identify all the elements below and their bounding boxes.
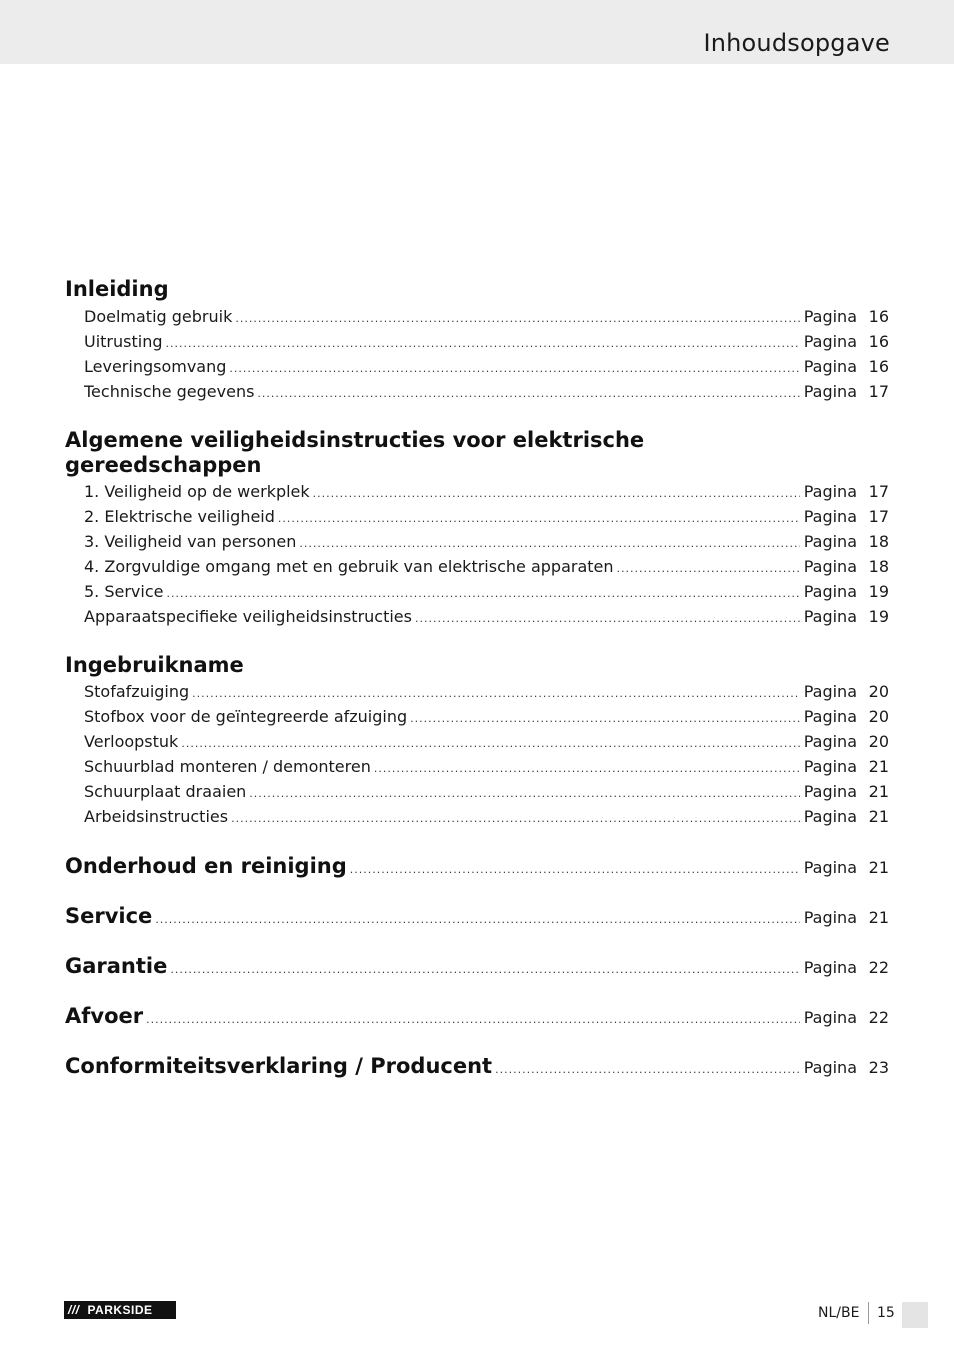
toc-entry-label: Stofbox voor de geïntegreerde afzuiging: [84, 707, 408, 726]
page-word: Pagina: [803, 782, 857, 801]
toc-entry[interactable]: [84, 531, 889, 553]
page-number: 20: [868, 707, 889, 726]
toc-entry-label: Schuurplaat draaien: [84, 782, 247, 801]
page-number: 20: [868, 682, 889, 701]
page-title: Inhoudsopgave: [703, 29, 890, 57]
toc-entry[interactable]: [84, 706, 889, 728]
toc-entry[interactable]: [84, 806, 889, 828]
page-word: Pagina: [803, 1058, 857, 1077]
dot-leader: [299, 533, 799, 555]
dot-leader: [166, 333, 800, 355]
toc-major-label: Garantie: [65, 954, 168, 978]
page-number: 19: [868, 607, 889, 626]
dot-leader: [155, 906, 799, 934]
page-word: Pagina: [803, 732, 857, 751]
page-word: Pagina: [803, 482, 857, 501]
page-word: Pagina: [803, 707, 857, 726]
page-number: 16: [868, 332, 889, 351]
footer-language: NL/BE: [818, 1305, 860, 1321]
dot-leader: [410, 708, 800, 730]
dot-leader: [166, 583, 799, 605]
toc-entry-label: 4. Zorgvuldige omgang met en gebruik van elektrische apparaten: [84, 557, 614, 576]
toc-entry-label: Doelmatig gebruik: [84, 307, 233, 326]
dot-leader: [229, 358, 799, 380]
toc-entry[interactable]: [84, 331, 889, 353]
dot-leader: [415, 608, 800, 630]
page-word: Pagina: [803, 958, 857, 977]
page-number: 17: [868, 482, 889, 501]
page-number: 22: [868, 958, 889, 977]
toc-entry[interactable]: [84, 781, 889, 803]
footer-tab-marker: [902, 1302, 928, 1328]
section-heading-safety-line2: gereedschappen: [65, 453, 262, 477]
page-number: 16: [868, 307, 889, 326]
page-number: 23: [868, 1058, 889, 1077]
dot-leader: [617, 558, 800, 580]
toc-entry-label: Apparaatspecifieke veiligheidsinstructies: [84, 607, 412, 626]
page-word: Pagina: [803, 357, 857, 376]
dot-leader: [350, 856, 800, 884]
page-number: 21: [868, 858, 889, 877]
page-number: 20: [868, 732, 889, 751]
dot-leader: [181, 733, 799, 755]
page-word: Pagina: [803, 757, 857, 776]
page-word: Pagina: [803, 1008, 857, 1027]
header-bar: [0, 0, 954, 64]
toc-entry-label: 1. Veiligheid op de werkplek: [84, 482, 310, 501]
page-number: 18: [868, 557, 889, 576]
section-heading-safety-line1: Algemene veiligheidsinstructies voor elektrische: [65, 428, 645, 452]
toc-entry-label: 2. Elektrische veiligheid: [84, 507, 275, 526]
page-number: 17: [868, 507, 889, 526]
dot-leader: [313, 483, 800, 505]
toc-entry[interactable]: [84, 556, 889, 578]
toc-major-label: Conformiteitsverklaring / Producent: [65, 1054, 493, 1078]
page-number: 22: [868, 1008, 889, 1027]
page-word: Pagina: [803, 858, 857, 877]
toc-entry[interactable]: [84, 606, 889, 628]
toc-entry-label: Uitrusting: [84, 332, 163, 351]
toc-entry[interactable]: [84, 381, 889, 403]
dot-leader: [231, 808, 800, 830]
toc-entry-label: Arbeidsinstructies: [84, 807, 229, 826]
dot-leader: [249, 783, 799, 805]
dot-leader: [278, 508, 800, 530]
toc-major-entry[interactable]: [65, 952, 889, 980]
page-number: 21: [868, 807, 889, 826]
page-number: 17: [868, 382, 889, 401]
toc-entry[interactable]: [84, 681, 889, 703]
page-word: Pagina: [803, 682, 857, 701]
logo-stripes: ///: [68, 1303, 80, 1317]
dot-leader: [374, 758, 800, 780]
dot-leader: [495, 1056, 800, 1084]
page-word: Pagina: [803, 582, 857, 601]
toc-entry-label: 3. Veiligheid van personen: [84, 532, 297, 551]
footer-divider: [868, 1302, 869, 1324]
page-number: 19: [868, 582, 889, 601]
dot-leader: [257, 383, 799, 405]
dot-leader: [192, 683, 800, 705]
toc-entry-label: 5. Service: [84, 582, 164, 601]
toc-major-entry[interactable]: [65, 1002, 889, 1030]
page-number: 21: [868, 757, 889, 776]
logo-text: PARKSIDE: [87, 1303, 153, 1317]
page-word: Pagina: [803, 507, 857, 526]
page-word: Pagina: [803, 557, 857, 576]
section-heading-inleiding: Inleiding: [65, 277, 169, 301]
section-heading-ingebruikname: Ingebruikname: [65, 653, 244, 677]
toc-major-label: Onderhoud en reiniging: [65, 854, 347, 878]
dot-leader: [235, 308, 799, 330]
toc-entry-label: Stofafzuiging: [84, 682, 190, 701]
page-number: 21: [868, 908, 889, 927]
toc-entry[interactable]: [84, 356, 889, 378]
toc-entry-label: Schuurblad monteren / demonteren: [84, 757, 371, 776]
toc-entry-label: Leveringsomvang: [84, 357, 227, 376]
dot-leader: [170, 956, 799, 984]
page-word: Pagina: [803, 532, 857, 551]
page-word: Pagina: [803, 382, 857, 401]
toc-entry[interactable]: [84, 306, 889, 328]
page-number: 21: [868, 782, 889, 801]
toc-major-entry[interactable]: [65, 1052, 889, 1080]
toc-entry-label: Verloopstuk: [84, 732, 179, 751]
toc-entry[interactable]: [84, 481, 889, 503]
toc-major-entry[interactable]: [65, 902, 889, 930]
toc-entry[interactable]: [84, 581, 889, 603]
page-word: Pagina: [803, 332, 857, 351]
toc-major-entry[interactable]: [65, 852, 889, 880]
page-word: Pagina: [803, 807, 857, 826]
footer-page-number: 15: [877, 1305, 895, 1321]
toc-entry[interactable]: [84, 731, 889, 753]
toc-major-label: Afvoer: [65, 1004, 144, 1028]
page-number: 18: [868, 532, 889, 551]
parkside-logo: [64, 1301, 176, 1319]
page-word: Pagina: [803, 307, 857, 326]
dot-leader: [146, 1006, 800, 1034]
toc-major-label: Service: [65, 904, 153, 928]
page-word: Pagina: [803, 908, 857, 927]
page-word: Pagina: [803, 607, 857, 626]
toc-entry[interactable]: [84, 506, 889, 528]
page-number: 16: [868, 357, 889, 376]
toc-entry-label: Technische gegevens: [84, 382, 255, 401]
toc-entry[interactable]: [84, 756, 889, 778]
